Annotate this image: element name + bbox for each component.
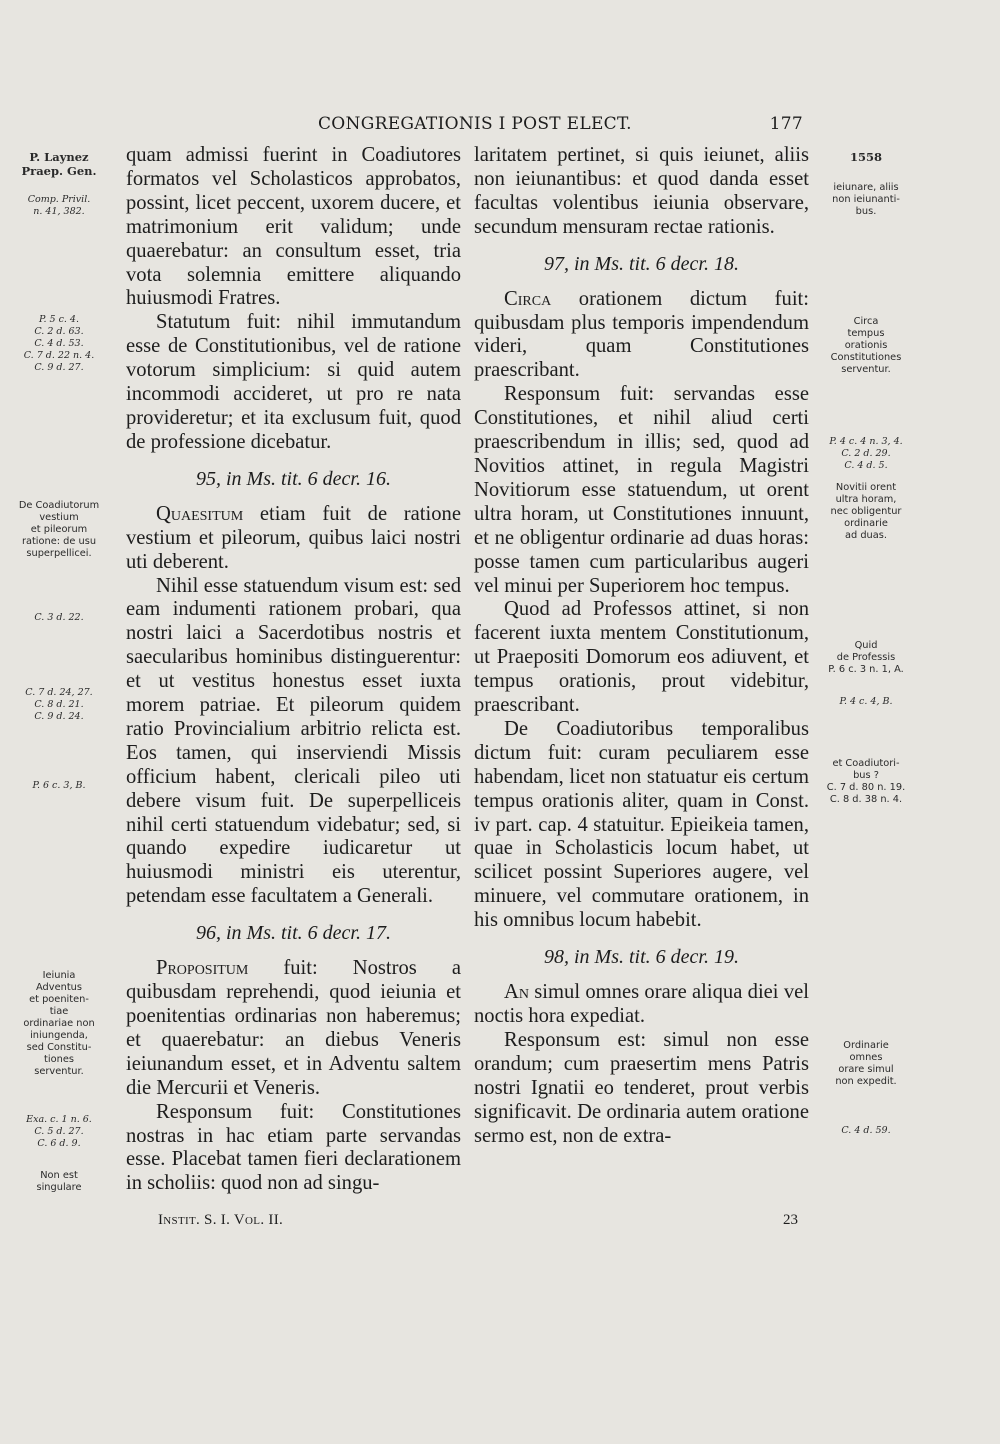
paragraph: Quod ad Professos attinet, si non facerent iuxta mentem Constitutionum, ut Praepositi Domorum eos adiuvent, et tempus orationis, prout videbitur, praescribant.	[474, 598, 809, 717]
margin-note	[814, 150, 918, 164]
margin-note-line: C. 2 d. 29.	[841, 448, 891, 459]
margin-citation	[0, 612, 118, 624]
margin-note	[814, 316, 918, 376]
margin-note-line: P. Laynez	[29, 150, 89, 164]
margin-note-line: De Coadiutorum	[18, 500, 100, 511]
margin-note	[0, 970, 118, 1078]
margin-note-line: non expedit.	[835, 1076, 897, 1087]
margin-note	[0, 150, 118, 178]
margin-note-line: C. 4 d. 5.	[844, 460, 888, 471]
margin-note-line: tiae	[49, 1006, 69, 1017]
right-text-column	[474, 144, 809, 1148]
margin-note-line: P. 4 c. 4 n. 3, 4.	[829, 436, 903, 447]
decree-heading: 98, in Ms. tit. 6 decr. 19.	[544, 946, 739, 969]
paragraph	[126, 503, 461, 575]
margin-note-line: P. 5 c. 4.	[39, 314, 79, 325]
margin-note	[0, 1170, 118, 1194]
margin-note-line: ad duas.	[845, 530, 887, 541]
margin-note-line: C. 4 d. 59.	[841, 1125, 891, 1136]
margin-note-line: bus ?	[853, 770, 879, 781]
margin-note-line: P. 4 c. 4, B.	[839, 696, 893, 707]
paragraph-text: etiam fuit de ratione vestium et pileorum, quibus laici nostri uti deberent.	[126, 502, 461, 573]
paragraph	[474, 288, 809, 384]
margin-note-line: et pileorum	[30, 524, 88, 535]
margin-note-line: Circa	[853, 316, 879, 327]
margin-note-line: de Professis	[836, 652, 896, 663]
decree-heading: 96, in Ms. tit. 6 decr. 17.	[196, 922, 391, 945]
margin-citation	[0, 314, 118, 374]
margin-note-line: tiones	[44, 1054, 74, 1065]
margin-note-line: ratione: de usu	[21, 536, 97, 547]
margin-note	[814, 1040, 918, 1088]
margin-note-line: 1558	[849, 150, 882, 164]
margin-note	[814, 758, 918, 806]
margin-note-line: orationis	[844, 340, 888, 351]
margin-note-line: et Coadiutori-	[832, 758, 900, 769]
margin-note-line: ordinarie	[844, 518, 888, 529]
paragraph: laritatem pertinet, si quis ieiunet, aliis non ieiunantibus: et quod danda esset facultas volentibus ieiunia observare, secundum mensuram rectae rationis.	[474, 144, 809, 238]
paragraph: Responsum est: simul non esse orandum; cum praesertim mens Patris nostri Ignatii eo tenderet, prout verbis significavit. De ordinaria autem oratione sermo est, non de extra-	[474, 1028, 809, 1147]
margin-note-line: omnes	[849, 1052, 883, 1063]
margin-citation	[814, 436, 918, 472]
margin-note-line: orare simul	[838, 1064, 894, 1075]
decree-heading: 97, in Ms. tit. 6 decr. 18.	[544, 252, 739, 275]
margin-note-line: C. 8 d. 21.	[34, 699, 84, 710]
margin-note-line: serventur.	[841, 364, 891, 375]
margin-note-line: non ieiunanti-	[832, 194, 900, 205]
margin-note-line: nec obligentur	[830, 506, 902, 517]
margin-note-line: P. 6 c. 3 n. 1, A.	[828, 664, 904, 675]
signature-mark: Instit. S. I. Vol. II.	[158, 1212, 284, 1228]
margin-citation	[0, 1114, 118, 1150]
margin-note-line: Ieiunia	[42, 970, 76, 981]
decree-heading: 95, in Ms. tit. 6 decr. 16.	[196, 467, 391, 490]
margin-note-line: P. 6 c. 3, B.	[32, 780, 86, 791]
paragraph: De Coadiutoribus temporalibus dictum fuit: curam peculiarem esse habendam, licet non statuatur eis certum tempus orationis aliter, quam in Const. iv part. cap. 4 statuitur. Epieikeia tamen, quae in Scholasticis locum habet, ut scilicet possint Superiores augere, vel minuere, vel commutare orationem, in his omnibus locum habebit.	[474, 717, 809, 932]
margin-note-line: sed Constitu-	[26, 1042, 92, 1053]
page-number: 177	[769, 114, 803, 134]
margin-note-line: ordinariae non	[23, 1018, 95, 1029]
margin-note-line: et poeniten-	[29, 994, 89, 1005]
margin-note-line: Ordinarie	[843, 1040, 889, 1051]
margin-note-line: Adventus	[36, 982, 82, 993]
margin-note-line: Quid	[854, 640, 878, 651]
margin-note-line: vestium	[39, 512, 79, 523]
margin-note-line: Constitutiones	[830, 352, 902, 363]
paragraph: Nihil esse statuendum visum est: sed eam indumenti rationem probari, qua nostri laici a Sacerdotibus nostris et saecularibus hominibus distinguerentur: et ut vestitus honestus esset iuxta morem patriae. Et pileorum quidem ratio Provincialium arbitrio relicta est. Eos tamen, qui inserviendi Missis officium habent, clericali pileo uti debere visum fuit. De superpelliceis nihil certi statuendum videbatur; sed, si quando expedire iudicaretur ut huiusmodi ministri eis uterentur, petendam esse facultatem a Generali.	[126, 574, 461, 908]
margin-note-line: ieiunare, aliis	[833, 182, 899, 193]
paragraph-lead-word: Circa	[504, 287, 552, 310]
margin-note-line: iniungenda,	[30, 1030, 88, 1041]
margin-note-line: C. 5 d. 27.	[34, 1126, 84, 1137]
margin-note-line: Exa. c. 1 n. 6.	[26, 1114, 92, 1125]
margin-citation	[0, 687, 118, 723]
margin-note-line: C. 3 d. 22.	[34, 612, 84, 623]
margin-note-line: Non est	[40, 1170, 78, 1181]
margin-note-line: bus.	[855, 206, 877, 217]
paragraph: quam admissi fuerint in Coadiutores formatos vel Scholasticos approbatos, possint, licet peccent, uxorem ducere, et matrimonium erit validum; unde quaerebatur: an consultum esset, tria vota solemnia emittere aliquando huiusmodi Fratres.	[126, 144, 461, 310]
margin-note-line: serventur.	[34, 1066, 84, 1077]
margin-citation	[814, 1125, 918, 1137]
paragraph	[126, 957, 461, 1100]
margin-note-line: C. 2 d. 63.	[34, 326, 84, 337]
margin-note-line: C. 9 d. 24.	[34, 711, 84, 722]
margin-note	[0, 500, 118, 560]
paragraph-lead-word: Propositum	[156, 957, 249, 980]
margin-note	[814, 640, 918, 676]
running-title: CONGREGATIONIS I POST ELECT.	[318, 114, 632, 134]
paragraph-text: simul omnes orare aliqua diei vel noctis hora expediat.	[474, 981, 809, 1027]
margin-note	[814, 482, 918, 542]
paragraph-text: fuit: Nostros a quibusdam reprehendi, quod ieiunia et poenitentias ordinarias non haberemus; et quaerebatur: an diebus Veneris ieiunandum esset, et in Adventu saltem die Mercurii et Veneris.	[126, 957, 461, 1099]
margin-citation	[0, 194, 118, 218]
paragraph	[474, 981, 809, 1029]
margin-citation	[0, 780, 118, 792]
margin-citation	[814, 696, 918, 708]
margin-note-line: C. 4 d. 53.	[34, 338, 84, 349]
paragraph: Statutum fuit: nihil immutandum esse de Constitutionibus, vel de ratione votorum simplicium: si quid autem incommodi accideret, ut pro re nata provideretur; et ita exclusum fuit, quod de professione dicebatur.	[126, 311, 461, 453]
margin-note-line: C. 7 d. 22 n. 4.	[23, 350, 95, 361]
margin-note-line: C. 7 d. 24, 27.	[25, 687, 93, 698]
margin-note-line: C. 6 d. 9.	[37, 1138, 81, 1149]
paragraph-text: orationem dictum fuit: quibusdam plus temporis impendendum videri, quam Constitutiones praescribant.	[474, 287, 809, 382]
margin-note-line: Novitii orent	[835, 482, 897, 493]
margin-note-line: C. 9 d. 27.	[34, 362, 84, 373]
margin-note-line: C. 7 d. 80 n. 19.	[826, 782, 906, 793]
margin-note-line: ultra horam,	[835, 494, 897, 505]
paragraph: Responsum fuit: servandas esse Constitutiones, et nihil aliud certi praescribendum in illis; sed, quod ad Novitios attinet, in regula Magistri Novitiorum esse statuendum, ut orent ultra horam, ut Constitutiones innuunt, et ne obligentur ordinarie ad duas horas: posse tamen cum particularibus augeri vel minui per Superiorem hoc tempus.	[474, 383, 809, 597]
margin-note-line: superpellicei.	[26, 548, 92, 559]
paragraph-lead-word: Quaesitum	[156, 502, 244, 525]
margin-note-line: singulare	[36, 1182, 82, 1193]
margin-note-line: Comp. Privil.	[27, 194, 91, 205]
margin-note-line: n. 41, 382.	[33, 206, 85, 217]
paragraph-lead-word: An	[504, 981, 529, 1004]
margin-note	[814, 182, 918, 218]
margin-note-line: Praep. Gen.	[21, 164, 97, 178]
margin-note-line: tempus	[847, 328, 885, 339]
left-text-column	[126, 144, 461, 1196]
sheet-number: 23	[783, 1212, 798, 1228]
paragraph: Responsum fuit: Constitutiones nostras in hac etiam parte servandas esse. Placebat tamen fieri declarationem in scholiis: quod non ad singu-	[126, 1100, 461, 1195]
margin-note-line: C. 8 d. 38 n. 4.	[829, 794, 903, 805]
